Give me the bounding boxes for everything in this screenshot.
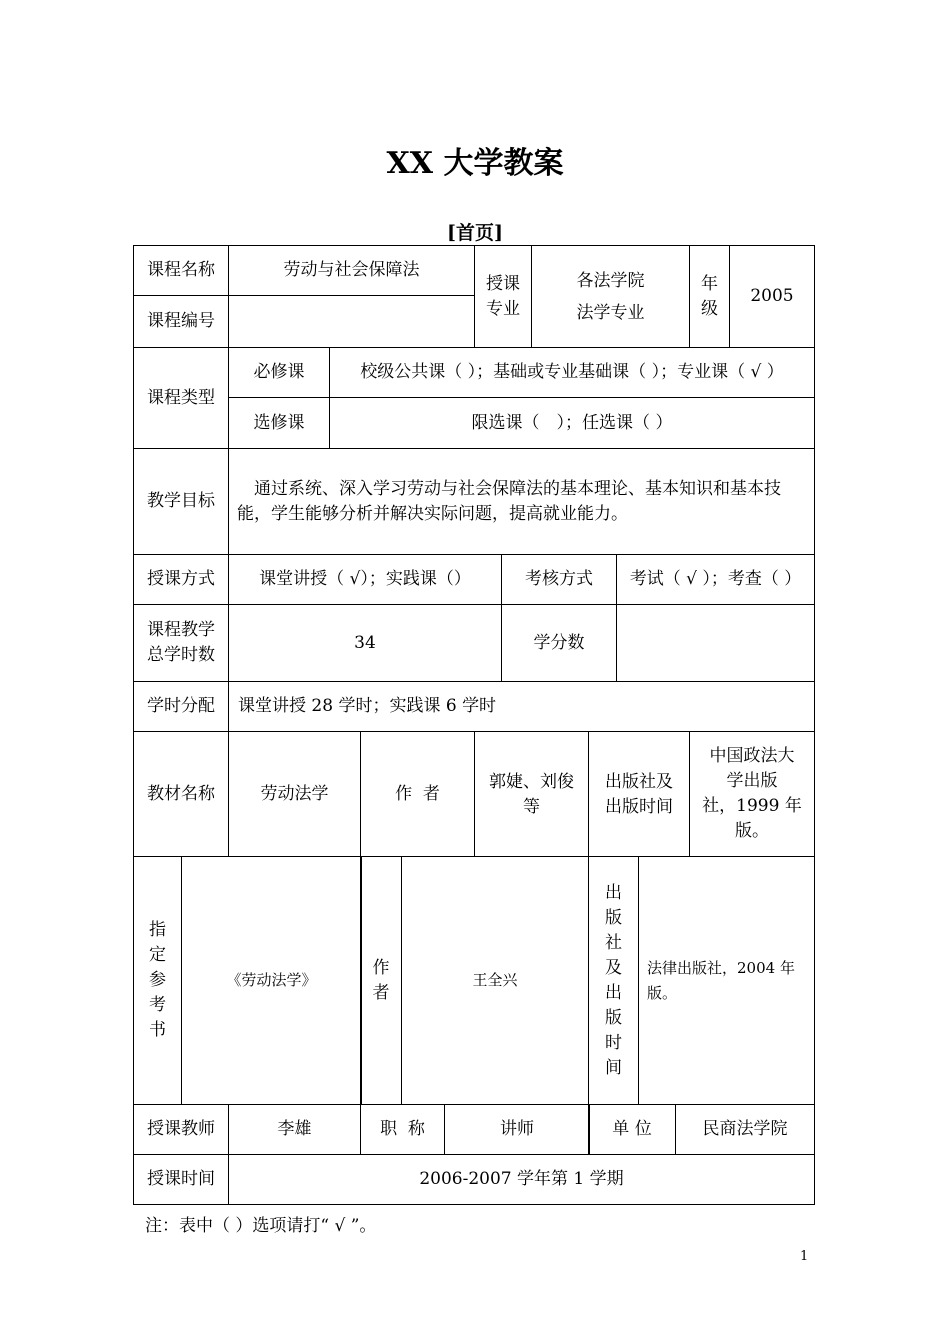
distribution-label: 学时分配 [133,681,229,732]
reference-author-label-char: 作 [372,957,390,978]
time-label: 授课时间 [133,1154,229,1205]
time-value: 2006-2007 学年第 1 学期 [228,1154,815,1205]
goal-text: 通过系统、深入学习劳动与社会保障法的基本理论、基本知识和基本技能，学生能够分析并解决实际问题，提高就业能力。 [228,448,815,555]
textbook-publisher-label [588,731,690,857]
reference-label [133,856,182,1105]
reference-publisher-label-char: 出 [605,882,622,903]
hours-label-line2: 总学时数 [147,645,215,665]
textbook-label: 教材名称 [133,731,229,857]
hours-label-line1: 课程教学 [147,620,215,640]
major-value-line1: 各法学院 [576,270,645,291]
elective-value: 限选课（ ）；任选课（ ） [329,397,815,449]
reference-label-char: 考 [149,995,166,1015]
textbook-name: 劳动法学 [228,731,361,857]
page-number: 1 [800,1249,809,1264]
unit-value: 民商法学院 [675,1104,815,1155]
reference-publisher-label-char: 版 [605,907,622,928]
major-label-line1: 授课 [486,273,520,294]
major-value-line2: 法学专业 [576,302,645,323]
reference-publisher-label [588,856,639,1105]
distribution-value: 课堂讲授 28 学时；实践课 6 学时 [228,681,815,732]
footnote: 注：表中（ ）选项请打“ √ ”。 [145,1216,377,1236]
textbook-publisher-label-line2: 出版时间 [605,797,673,817]
reference-author: 王全兴 [401,856,589,1105]
reference-publisher-label-char: 版 [605,1007,622,1028]
method-value: 课堂讲授（ √）；实践课（） [228,554,502,605]
method-label: 授课方式 [133,554,229,605]
reference-label-char: 参 [149,970,166,990]
reference-publisher-label-char: 时 [605,1032,622,1053]
textbook-author-label: 作 者 [360,731,475,857]
major-label [474,245,532,348]
teacher-name: 李雄 [228,1104,361,1155]
reference-publisher-label-char: 社 [605,932,622,953]
reference-author-label-char: 者 [372,982,390,1003]
reference-author-label [360,856,402,1105]
course-code-value [228,295,475,348]
reference-label-char: 指 [149,920,166,940]
grade-label-line1: 年 [701,273,718,294]
reference-name: 《劳动法学》 [181,856,362,1105]
credit-label: 学分数 [501,604,617,682]
credit-value [616,604,815,682]
reference-label-char: 定 [149,945,166,965]
textbook-publisher [689,731,815,857]
major-value [531,245,690,348]
assess-value: 考试（ √ ）；考查（ ） [616,554,815,605]
goal-label: 教学目标 [133,448,229,555]
course-type-label: 课程类型 [133,347,229,449]
title-value: 讲师 [444,1104,590,1155]
textbook-publisher-line4: 版。 [735,821,769,841]
textbook-publisher-line1: 中国政法大 [709,746,795,766]
textbook-publisher-label-line1: 出版社及 [605,772,673,792]
hours-value: 34 [228,604,502,682]
page-title: XX 大学教案 [386,146,564,181]
assess-label: 考核方式 [501,554,617,605]
title-label: 职 称 [360,1104,445,1155]
reference-publisher: 法律出版社，2004 年版。 [638,856,815,1105]
unit-label: 单 位 [588,1104,676,1155]
reference-label-char: 书 [149,1020,166,1040]
textbook-author-line2: 等 [523,797,540,817]
reference-publisher-label-char: 出 [605,982,622,1003]
reference-publisher-label-char: 及 [605,957,622,978]
course-code-label: 课程编号 [133,295,229,348]
textbook-author [474,731,589,857]
grade-value: 2005 [729,245,815,348]
hours-label [133,604,229,682]
elective-label: 选修课 [228,397,330,449]
course-name-value: 劳动与社会保障法 [228,245,475,296]
teacher-label: 授课教师 [133,1104,229,1155]
grade-label [689,245,730,348]
major-label-line2: 专业 [486,298,520,319]
textbook-publisher-line3: 社，1999 年 [702,796,802,816]
course-name-label: 课程名称 [133,245,229,296]
textbook-author-line1: 郭婕、刘俊 [489,772,574,792]
page-subtitle: [首页] [447,222,503,244]
textbook-publisher-line2: 学出版 [726,771,778,791]
grade-label-line2: 级 [701,298,718,319]
reference-publisher-label-char: 间 [605,1057,622,1078]
required-label: 必修课 [228,347,330,398]
lesson-plan-table [134,246,816,1206]
required-value: 校级公共课（ ）；基础或专业基础课（ ）；专业课（ √ ） [329,347,815,398]
